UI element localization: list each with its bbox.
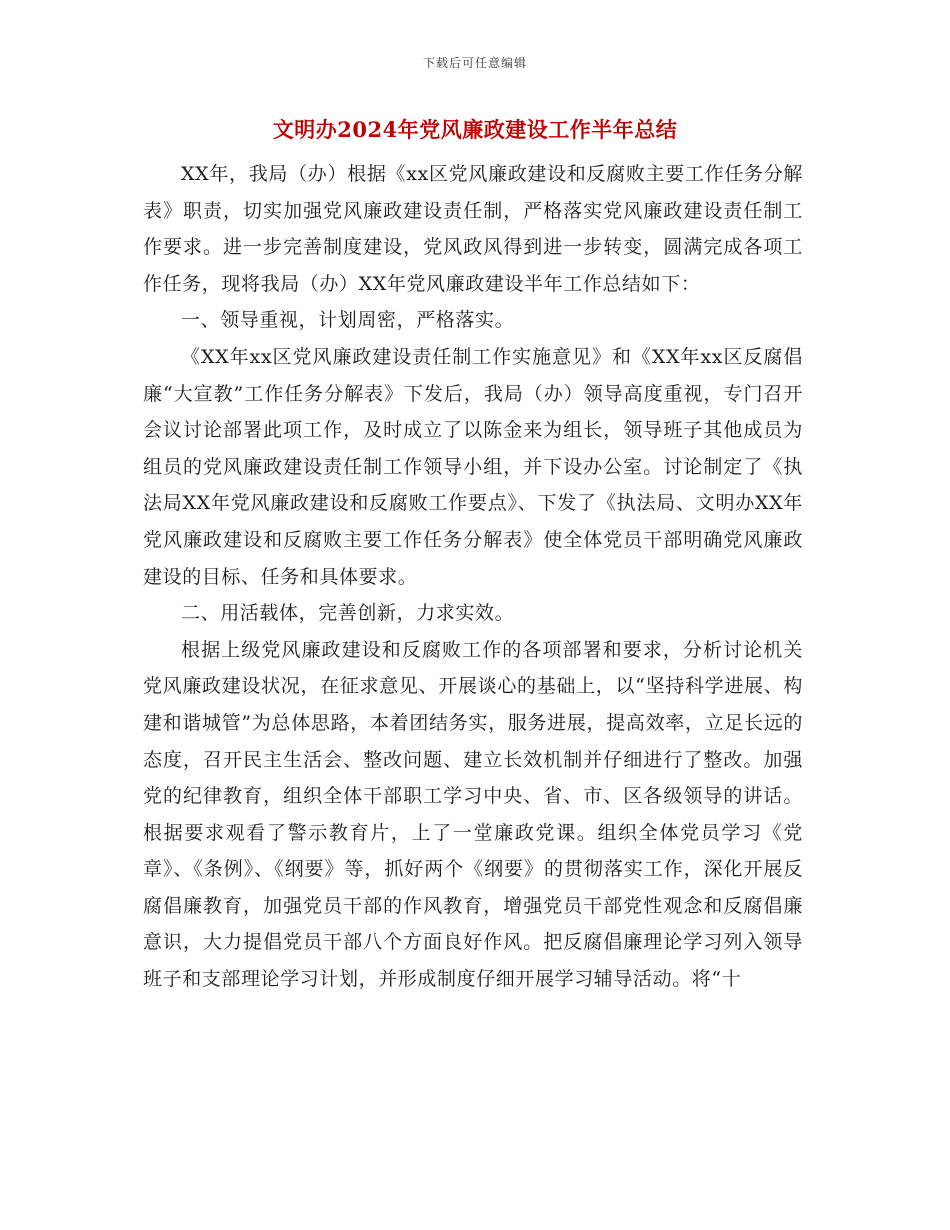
section-heading-2: 二、用活载体，完善创新，力求实效。 xyxy=(181,602,515,625)
paragraph-section-1: 《XX年xx区党风廉政建设责任制工作实施意见》和《XX年xx区反腐倡廉“大宣教”工作任务分解表》下发后，我局（办）领导高度重视，专门召开会议讨论部署此项工作，及时成立了以陈金来为组长，领导班子其他成员为组员的党风廉政建设责任制工作领导小组，并下设办公室。讨论制定了《执法局XX年党风廉政建设和反腐败工作要点》、下发了《执法局、文明办XX年党风廉政建设和反腐败主要工作任务分解表》使全体党员干部明确党风廉政建设的目标、任务和具体要求。 xyxy=(143,345,803,588)
paragraph-intro: XX年，我局（办）根据《xx区党风廉政建设和反腐败主要工作任务分解表》职责，切实加强党风廉政建设责任制，严格落实党风廉政建设责任制工作要求。进一步完善制度建设，党风政风得到进一步转变，圆满完成各项工作任务，现将我局（办）XX年党风廉政建设半年工作总结如下： xyxy=(143,163,803,295)
document-body xyxy=(143,156,803,998)
section-heading-1: 一、领导重视，计划周密，严格落实。 xyxy=(181,309,515,332)
header-note: 下载后可任意编辑 xyxy=(422,56,527,70)
document-title: 文明办2024年党风廉政建设工作半年总结 xyxy=(272,117,678,142)
paragraph-section-2: 根据上级党风廉政建设和反腐败工作的各项部署和要求，分析讨论机关党风廉政建设状况，在征求意见、开展谈心的基础上，以“坚持科学进展、构建和谐城管”为总体思路，本着团结务实，服务进展，提高效率，立足长远的态度，召开民主生活会、整改问题、建立长效机制并仔细进行了整改。加强党的纪律教育，组织全体干部职工学习中央、省、市、区各级领导的讲话。根据要求观看了警示教育片，上了一堂廉政党课。组织全体党员学习《党章》、《条例》、《纲要》等，抓好两个《纲要》的贯彻落实工作，深化开展反腐倡廉教育，加强党员干部的作风教育，增强党员干部党性观念和反腐倡廉意识，大力提倡党员干部八个方面良好作风。把反腐倡廉理论学习列入领导班子和支部理论学习计划，并形成制度仔细开展学习辅导活动。将“十 xyxy=(143,638,803,991)
